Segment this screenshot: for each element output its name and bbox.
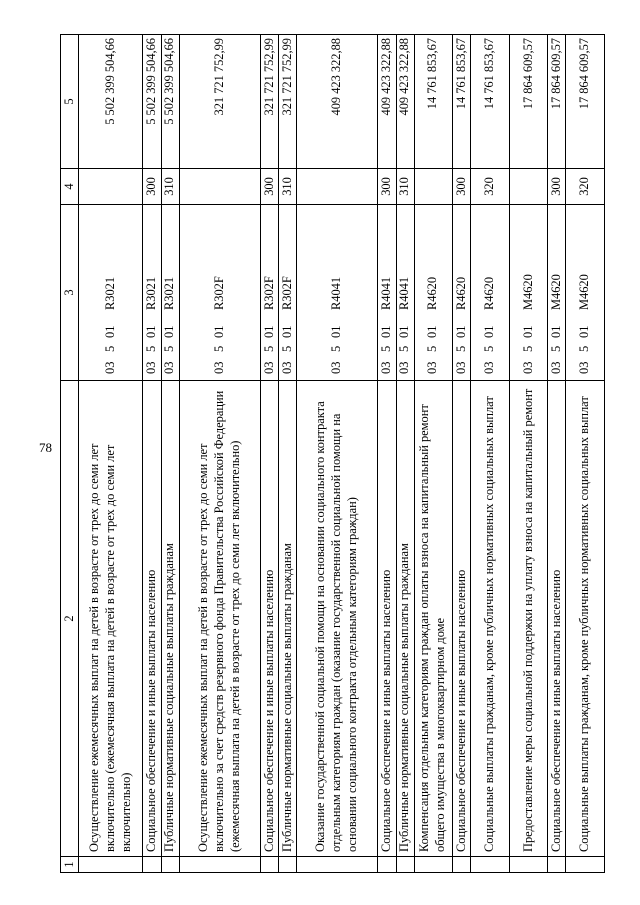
cell-amount: 5 502 399 504,66 [79,35,143,169]
cell-vr: 310 [396,169,414,205]
code-part: R302F [211,276,226,310]
cell-name: Социальное обеспечение и иные выплаты населению [143,381,161,857]
code-part: 01 [397,325,412,338]
header-col-1: 1 [61,857,79,873]
cell-index [396,857,414,873]
code-part: 03 [329,361,344,374]
code-part: R4620 [425,276,440,310]
code-part: 03 [577,361,592,374]
cell-name: Социальные выплаты гражданам, кроме публичных нормативных социальных выплат [566,381,605,857]
code-part: 03 [379,361,394,374]
cell-index [297,857,378,873]
code-part: 03 [482,361,497,374]
code-part: 5 [425,345,440,352]
cell-amount: 14 761 853,67 [471,35,510,169]
cell-name: Социальное обеспечение и иные выплаты населению [378,381,396,857]
cell-amount: 409 423 322,88 [396,35,414,169]
code-part: 03 [144,361,159,374]
code-part: 03 [261,361,276,374]
cell-amount: 5 502 399 504,66 [161,35,179,169]
code-part: R302F [279,276,294,310]
cell-name: Публичные нормативные социальные выплаты гражданам [161,381,179,857]
cell-amount: 14 761 853,67 [414,35,453,169]
cell-index [179,857,260,873]
code-part: 5 [520,345,535,352]
cell-code [548,205,566,381]
table-row [378,35,396,873]
cell-code [179,205,260,381]
header-row [61,35,79,873]
table-row [179,35,260,873]
cell-amount: 17 864 609,57 [509,35,548,169]
cell-index [260,857,278,873]
code-part: 5 [379,345,394,352]
code-part: 03 [211,361,226,374]
cell-amount: 5 502 399 504,66 [143,35,161,169]
cell-name: Предоставление меры социальной поддержки на уплату взноса на капитальный ремонт [509,381,548,857]
page-number: 78 [39,440,52,455]
code-part: 03 [102,361,117,374]
code-part: 01 [102,325,117,338]
code-part: 01 [261,325,276,338]
cell-amount: 321 721 752,99 [279,35,297,169]
table-row [396,35,414,873]
cell-code [509,205,548,381]
cell-vr [79,169,143,205]
code-part: R4041 [397,276,412,310]
budget-table [60,34,605,873]
cell-code [378,205,396,381]
code-part: R3021 [144,276,159,310]
header-col-3: 3 [61,205,79,381]
cell-code [471,205,510,381]
table-row [509,35,548,873]
cell-vr: 300 [260,169,278,205]
cell-amount: 17 864 609,57 [548,35,566,169]
cell-code [297,205,378,381]
code-part: 01 [577,325,592,338]
code-part: R4041 [329,276,344,310]
cell-name: Социальное обеспечение и иные выплаты населению [260,381,278,857]
cell-name: Компенсация отдельным категориям граждан оплаты взноса на капитальный ремонт общего имущества в многоквартирном доме [414,381,453,857]
cell-amount: 321 721 752,99 [179,35,260,169]
cell-vr: 320 [471,169,510,205]
cell-name: Осуществление ежемесячных выплат на детей в возрасте от трех до семи лет включительно за счет средств резервного фонда Правительства Российской Федерации (ежемесячная выплата на детей в возрасте от трех до семи лет включительно) [179,381,260,857]
cell-amount: 409 423 322,88 [378,35,396,169]
cell-vr: 300 [453,169,471,205]
cell-vr: 310 [279,169,297,205]
cell-vr: 300 [378,169,396,205]
table-row [79,35,143,873]
cell-name: Оказание государственной социальной помощи на основании социального контракта отдельным категориям граждан (оказание государственной социальной помощи на основании социального контракта отдельным категориям граждан) [297,381,378,857]
table-row [279,35,297,873]
table-row [260,35,278,873]
code-part: 01 [162,325,177,338]
cell-name: Социальное обеспечение и иные выплаты населению [453,381,471,857]
code-part: 5 [548,345,563,352]
code-part: 03 [548,361,563,374]
cell-name: Осуществление ежемесячных выплат на детей в возрасте от трех до семи лет включительно (ежемесячная выплата на детей в возрасте от трех до семи лет включительно) [79,381,143,857]
code-part: 5 [453,345,468,352]
cell-name: Публичные нормативные социальные выплаты гражданам [396,381,414,857]
code-part: R4620 [482,276,497,310]
table-row [297,35,378,873]
cell-code [161,205,179,381]
header-col-2: 2 [61,381,79,857]
cell-index [548,857,566,873]
table-row [471,35,510,873]
code-part: 01 [379,325,394,338]
code-part: 5 [261,345,276,352]
cell-code [260,205,278,381]
cell-index [471,857,510,873]
code-part: 03 [162,361,177,374]
code-part: M4620 [577,274,592,310]
code-part: 01 [453,325,468,338]
cell-code [396,205,414,381]
table-row [453,35,471,873]
cell-code [414,205,453,381]
cell-vr: 310 [161,169,179,205]
code-part: 01 [329,325,344,338]
cell-amount: 409 423 322,88 [297,35,378,169]
code-part: 5 [577,345,592,352]
code-part: R302F [261,276,276,310]
code-part: 5 [162,345,177,352]
code-part: 5 [482,345,497,352]
cell-vr: 320 [566,169,605,205]
code-part: R3021 [102,276,117,310]
code-part: 01 [548,325,563,338]
code-part: 01 [211,325,226,338]
table-row [143,35,161,873]
cell-index [79,857,143,873]
code-part: 5 [144,345,159,352]
code-part: 01 [482,325,497,338]
cell-index [509,857,548,873]
header-col-4: 4 [61,169,79,205]
code-part: 01 [144,325,159,338]
table-row [161,35,179,873]
code-part: 5 [211,345,226,352]
code-part: 5 [329,345,344,352]
cell-name: Социальные выплаты гражданам, кроме публичных нормативных социальных выплат [471,381,510,857]
cell-code [279,205,297,381]
cell-index [143,857,161,873]
code-part: M4620 [548,274,563,310]
code-part: R4041 [379,276,394,310]
cell-vr [509,169,548,205]
code-part: 03 [397,361,412,374]
cell-index [378,857,396,873]
rotated-table-wrapper [60,35,605,873]
cell-name: Публичные нормативные социальные выплаты гражданам [279,381,297,857]
code-part: R3021 [162,276,177,310]
cell-index [414,857,453,873]
cell-vr [297,169,378,205]
code-part: 01 [279,325,294,338]
table-row [414,35,453,873]
cell-amount: 321 721 752,99 [260,35,278,169]
table-row [548,35,566,873]
code-part: 03 [520,361,535,374]
cell-code [143,205,161,381]
header-col-5: 5 [61,35,79,169]
cell-amount: 14 761 853,67 [453,35,471,169]
code-part: M4620 [520,274,535,310]
cell-code [79,205,143,381]
code-part: 01 [520,325,535,338]
code-part: 5 [102,345,117,352]
cell-vr [179,169,260,205]
cell-vr: 300 [143,169,161,205]
cell-index [279,857,297,873]
cell-vr [414,169,453,205]
cell-code [453,205,471,381]
cell-index [453,857,471,873]
code-part: 5 [279,345,294,352]
cell-vr: 300 [548,169,566,205]
code-part: 5 [397,345,412,352]
cell-index [566,857,605,873]
cell-amount: 17 864 609,57 [566,35,605,169]
code-part: 03 [425,361,440,374]
code-part: 03 [279,361,294,374]
cell-index [161,857,179,873]
cell-code [566,205,605,381]
code-part: 03 [453,361,468,374]
code-part: R4620 [453,276,468,310]
cell-name: Социальное обеспечение и иные выплаты населению [548,381,566,857]
code-part: 01 [425,325,440,338]
table-row [566,35,605,873]
